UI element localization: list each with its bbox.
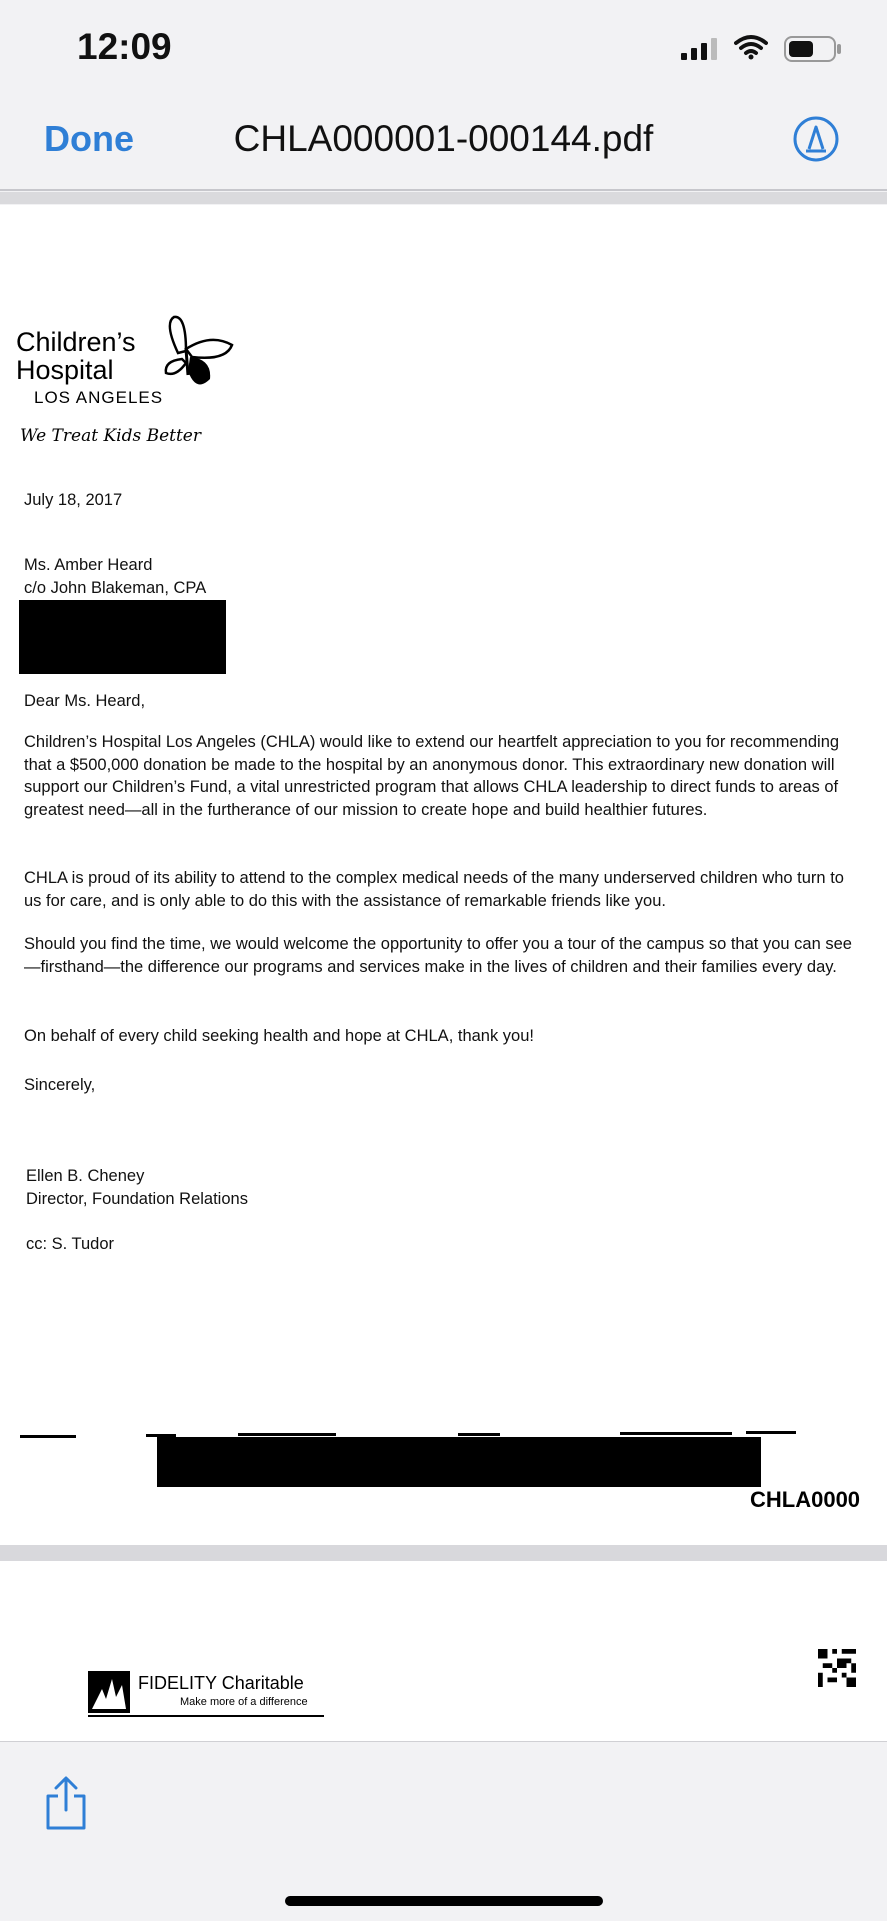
- bottom-toolbar: [0, 1741, 887, 1921]
- wifi-icon: [734, 34, 768, 60]
- signal-icon: [681, 38, 719, 60]
- signer-block: [26, 1165, 248, 1210]
- scan-artifact: [620, 1432, 732, 1435]
- redaction-footer: [157, 1437, 761, 1487]
- page-gap-top: [0, 192, 887, 204]
- logo-tagline: We Treat Kids Better: [20, 426, 201, 446]
- markup-icon[interactable]: [793, 116, 839, 162]
- logo-line1: Children’s: [16, 327, 136, 357]
- cc-line: cc: S. Tudor: [26, 1235, 115, 1253]
- fidelity-name: FIDELITY Charitable: [138, 1673, 304, 1693]
- pdf-page-1[interactable]: [0, 205, 887, 1545]
- done-button[interactable]: Done: [44, 118, 134, 159]
- redaction-address: [19, 600, 226, 674]
- butterfly-logo-icon: [156, 315, 236, 405]
- scan-artifact: [20, 1435, 76, 1438]
- closing: Sincerely,: [24, 1076, 96, 1094]
- pdf-page-2[interactable]: [0, 1561, 887, 1741]
- qr-code-icon: [818, 1649, 856, 1687]
- bates-number: CHLA0000: [750, 1487, 861, 1512]
- signer-name: Ellen B. Cheney: [26, 1167, 145, 1185]
- letter-paragraph-2: CHLA is proud of its ability to attend to the complex medical needs of the many underserved children who turn to us for care, and is only able to do this with the assistance of remarkable friends like you.: [24, 869, 844, 910]
- page-separator: [0, 1545, 887, 1561]
- logo-line3: LOS ANGELES: [34, 388, 164, 407]
- letter-paragraph-3: Should you find the time, we would welcome the opportunity to offer you a tour of the campus so that you can see—firsthand—the difference our programs and services make in the lives of children and their families every day.: [24, 935, 852, 976]
- scan-artifact: [238, 1433, 336, 1436]
- nav-divider: [0, 189, 887, 191]
- status-time: 12:09: [77, 26, 172, 67]
- fidelity-logo: [88, 1671, 324, 1719]
- signer-title: Director, Foundation Relations: [26, 1189, 248, 1208]
- scan-artifact: [458, 1433, 500, 1436]
- share-icon[interactable]: [44, 1776, 88, 1830]
- recipient-care-of: c/o John Blakeman, CPA: [24, 578, 207, 597]
- letter-date: July 18, 2017: [24, 491, 123, 509]
- recipient-block: [24, 554, 206, 599]
- recipient-name: Ms. Amber Heard: [24, 556, 153, 574]
- scan-artifact: [746, 1431, 796, 1434]
- chla-logo: [16, 315, 246, 445]
- nav-bar: [0, 96, 887, 188]
- logo-line2: Hospital: [16, 355, 114, 385]
- home-indicator[interactable]: [285, 1896, 603, 1906]
- letter-paragraph-1: Children’s Hospital Los Angeles (CHLA) would like to extend our heartfelt appreciation to you for recommending that a $500,000 donation be made to the hospital by an anonymous donor. This extraordinary new donation will support our Children’s Fund, a vital unrestricted program that allows CHLA leadership to direct funds to areas of greatest need—all in the furtherance of our mission to create hope and build healthier futures.: [24, 733, 840, 819]
- fidelity-underline: [88, 1715, 324, 1717]
- document-title: CHLA000001-000144.pdf: [233, 118, 654, 159]
- fidelity-emblem-icon: [88, 1671, 130, 1713]
- status-bar: [0, 0, 887, 96]
- salutation: Dear Ms. Heard,: [24, 692, 146, 710]
- letter-paragraph-4: On behalf of every child seeking health and hope at CHLA, thank you!: [24, 1027, 534, 1045]
- fidelity-tagline: Make more of a difference: [180, 1696, 308, 1708]
- battery-icon: [784, 36, 842, 62]
